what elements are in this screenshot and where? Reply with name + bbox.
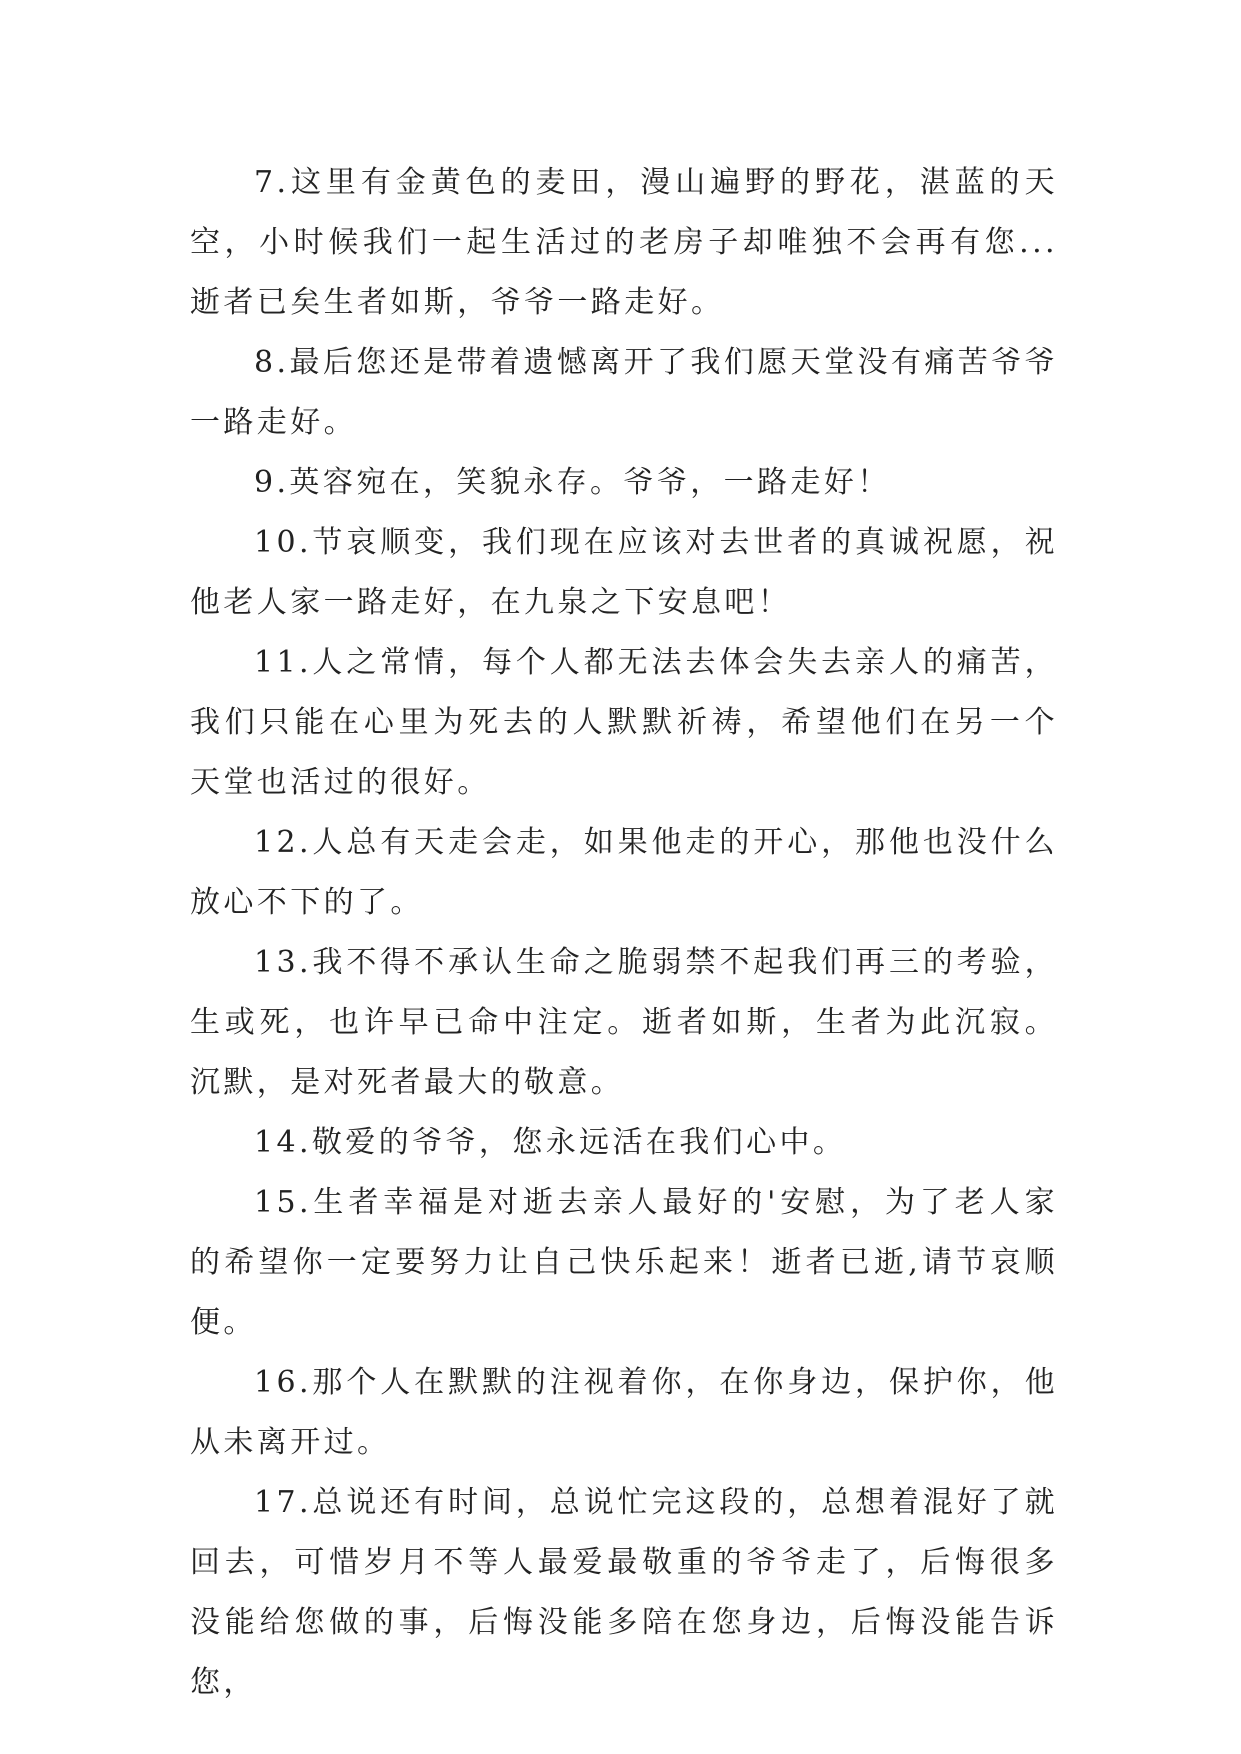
paragraph-15: 15.生者幸福是对逝去亲人最好的'安慰，为了老人家的希望你一定要努力让自己快乐起来！逝者已逝,请节哀顺便。: [190, 1185, 1058, 1340]
paragraph-14: 14.敬爱的爷爷，您永远活在我们心中。: [254, 1125, 847, 1160]
paragraph-10: 10.节哀顺变，我们现在应该对去世者的真诚祝愿，祝他老人家一路走好，在九泉之下安息吧！: [190, 525, 1058, 620]
paragraph-7: 7.这里有金黄色的麦田，漫山遍野的野花，湛蓝的天空，小时候我们一起生活过的老房子却唯独不会再有您...逝者已矣生者如斯，爷爷一路走好。: [190, 165, 1058, 320]
paragraph-12: 12.人总有天走会走，如果他走的开心，那他也没什么放心不下的了。: [190, 825, 1058, 920]
paragraph-9: 9.英容宛在，笑貌永存。爷爷，一路走好！: [254, 465, 891, 500]
paragraph-17: 17.总说还有时间，总说忙完这段的，总想着混好了就回去，可惜岁月不等人最爱最敬重的爷爷走了，后悔很多没能给您做的事，后悔没能多陪在您身边，后悔没能告诉您，: [190, 1485, 1058, 1700]
document-body: [190, 153, 1058, 1713]
paragraph-11: 11.人之常情，每个人都无法去体会失去亲人的痛苦，我们只能在心里为死去的人默默祈祷，希望他们在另一个天堂也活过的很好。: [190, 645, 1058, 800]
paragraph-16: 16.那个人在默默的注视着你，在你身边，保护你，他从未离开过。: [190, 1365, 1058, 1460]
paragraph-13: 13.我不得不承认生命之脆弱禁不起我们再三的考验，生或死，也许早已命中注定。逝者如斯，生者为此沉寂。沉默，是对死者最大的敬意。: [190, 945, 1058, 1100]
paragraph-8: 8.最后您还是带着遗憾离开了我们愿天堂没有痛苦爷爷一路走好。: [190, 345, 1058, 440]
